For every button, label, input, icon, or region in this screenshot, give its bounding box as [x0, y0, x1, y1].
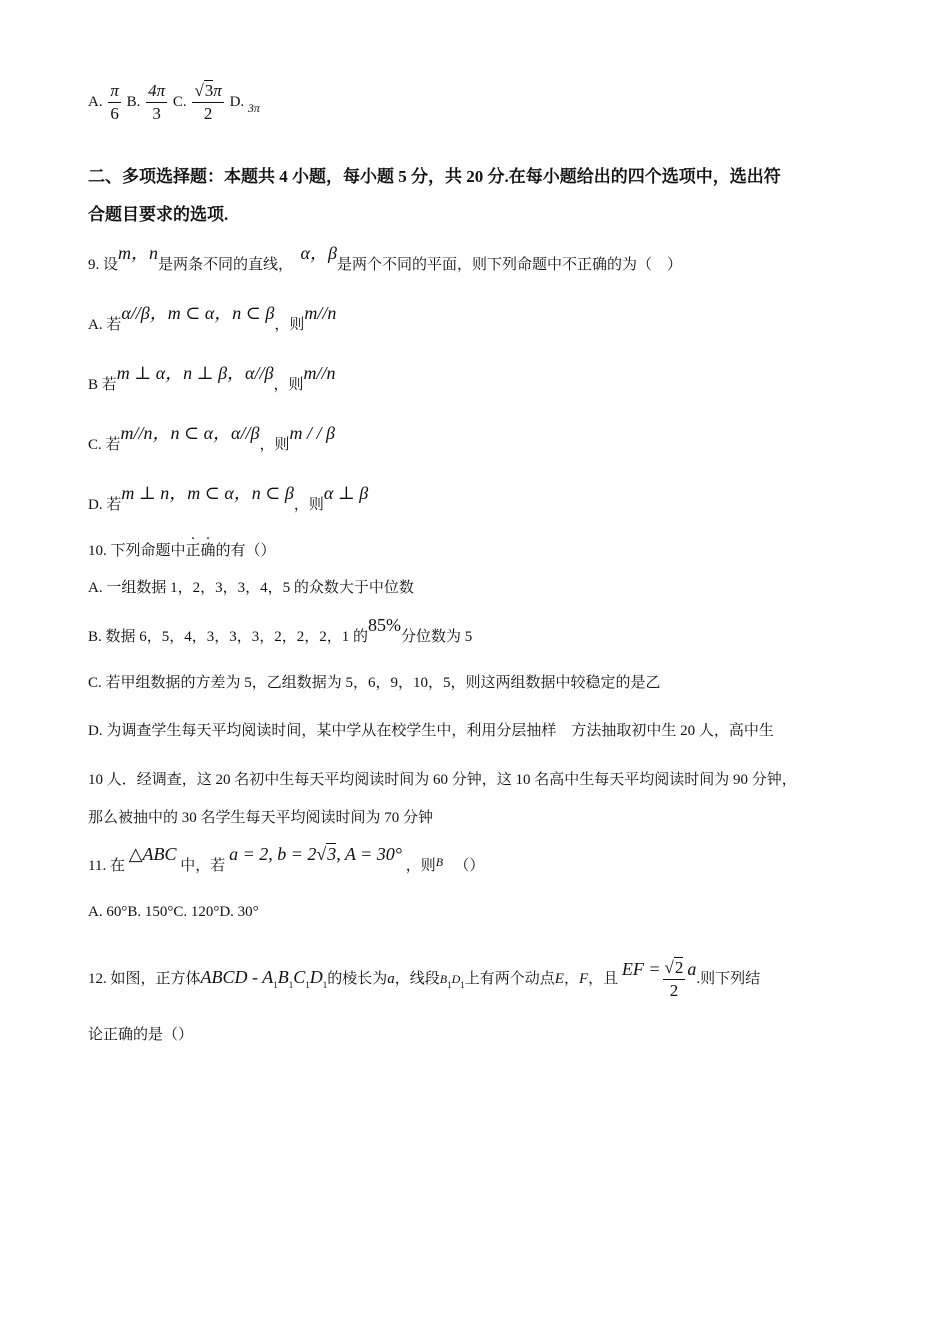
q12-stem-2: 论正确的是（）	[88, 1027, 194, 1043]
q11-stem: 11. 在 △ABC 中，若 a = 2, b = 2√3, A = 30° ，则$^B$ （）	[88, 844, 485, 874]
frac-b: $\frac{4\pi}{3}$	[148, 81, 166, 123]
q9-option-c: C. 若m//n，n ⊂ α，α//β，则m / / β	[88, 423, 335, 453]
q10-option-d-2: 10 人．经调查，这 20 名初中生每天平均阅读时间为 60 分钟，这 10 名高中生每天平均阅读时间为 90 分钟，	[88, 772, 797, 788]
section-heading: 二、多项选择题：本题共 4 小题，每小题 5 分，共 20 分.在每小题给出的四个选项中，选出符	[88, 167, 781, 186]
q10-stem: 10. 下列命题中正确的有（）	[88, 543, 276, 559]
q10-option-d-3: 那么被抽中的 30 名学生每天平均阅读时间为 70 分钟	[88, 810, 434, 826]
q9-option-b: B 若m ⊥ α，n ⊥ β，α//β，则m//n	[88, 363, 336, 393]
q10-option-d-1: D. 为调查学生每天平均阅读时间，某中学从在校学生中，利用分层抽样 方法抽取初中生 20 人，高中生	[88, 723, 774, 739]
frac-a: $\frac{\pi}{6}$	[110, 81, 119, 123]
section-heading-2: 合题目要求的选项.	[88, 205, 229, 224]
q9-stem: 9. 设m，n是两条不同的直线， α，β是两个不同的平面，则下列命题中不正确的为（ ）	[88, 243, 682, 273]
frac-c: $\frac{√3\pi}{2}$	[194, 81, 222, 123]
q9-option-a: A. 若α//β，m ⊂ α，n ⊂ β，则m//n	[88, 303, 337, 333]
q10-option-b: B. 数据 6，5，4，3，3，3，2，2，2，1 的85%分位数为 5	[88, 615, 473, 645]
q9-option-d: D. 若m ⊥ n，m ⊂ α，n ⊂ β，则α ⊥ β	[88, 483, 369, 513]
q10-option-c: C. 若甲组数据的方差为 5，乙组数据为 5，6，9，10，5，则这两组数据中较稳定的是乙	[88, 675, 661, 691]
q8-options: A. $\frac{\pi}{6}$ B. $\frac{4\pi}{3}$ C. $\frac{√3\pi}{2}$ D. $_{3\pi}$	[88, 81, 260, 123]
q12-stem: 12. 如图，正方体ABCD - $A_1B_1C_1D_1$的棱长为a，线段$B_1D_1$上有两个动点E，F，且 EF = $\frac{√2}{2}$ a.则下列结	[88, 958, 761, 1000]
q10-option-a: A. 一组数据 1，2，3，3，4，5 的众数大于中位数	[88, 580, 414, 596]
q11-options: A. 60°B. 150°C. 120°D. 30°	[88, 904, 259, 920]
